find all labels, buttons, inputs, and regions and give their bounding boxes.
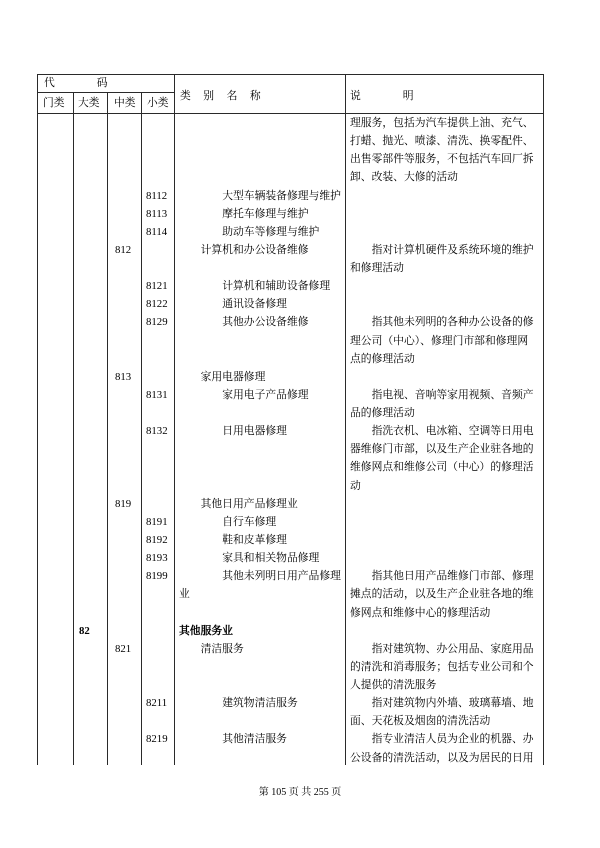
class-code: 8219 bbox=[146, 733, 168, 746]
description-cell bbox=[345, 513, 543, 531]
group-code-cell bbox=[107, 640, 141, 694]
group-code-cell bbox=[107, 223, 141, 241]
section-code-cell bbox=[37, 187, 73, 205]
category-name-cell bbox=[174, 241, 345, 277]
section-code-cell bbox=[37, 640, 73, 694]
group-code: 813 bbox=[115, 370, 132, 383]
description-line: 指电视、音响等家用视频、音频产 bbox=[371, 388, 534, 401]
group-code-cell bbox=[107, 422, 141, 495]
description-line: 理公司（中心）、修理门市部和修理网 bbox=[350, 334, 529, 347]
group-code: 821 bbox=[115, 642, 132, 655]
division-code-cell bbox=[73, 368, 107, 386]
class-code-cell bbox=[141, 549, 174, 567]
group-code-cell bbox=[107, 567, 141, 621]
group-code-cell bbox=[107, 187, 141, 205]
category-name-cell bbox=[174, 187, 345, 205]
group-column-header: 中类 bbox=[114, 97, 136, 109]
section-code-cell bbox=[37, 205, 73, 223]
class-code-cell bbox=[141, 313, 174, 367]
category-name-cell bbox=[174, 223, 345, 241]
table-row bbox=[37, 205, 543, 223]
section-code-cell bbox=[37, 223, 73, 241]
division-code-cell bbox=[73, 422, 107, 495]
section-code-cell bbox=[37, 567, 73, 621]
description-cell bbox=[345, 730, 543, 766]
division-code-cell bbox=[73, 114, 107, 187]
division-code: 82 bbox=[79, 624, 90, 637]
category-name: 家具和相关物品修理 bbox=[222, 552, 320, 565]
group-code-cell bbox=[107, 386, 141, 422]
description-line: 公设备的清洗活动，以及为居民的日用 bbox=[350, 751, 534, 764]
category-name-column-header: 类别名称 bbox=[180, 90, 274, 102]
division-code-cell bbox=[73, 386, 107, 422]
division-code-cell bbox=[73, 205, 107, 223]
table-row bbox=[37, 531, 543, 549]
code-group-header: 代码 bbox=[44, 77, 150, 89]
class-code-cell bbox=[141, 513, 174, 531]
description-cell bbox=[345, 114, 543, 187]
section-code-cell bbox=[37, 694, 73, 730]
category-name-cell bbox=[174, 295, 345, 313]
category-name: 其他办公设备维修 bbox=[222, 316, 309, 329]
section-code-cell bbox=[37, 495, 73, 513]
class-code: 8193 bbox=[146, 552, 168, 565]
group-code-cell bbox=[107, 313, 141, 367]
group-code: 812 bbox=[115, 243, 132, 256]
division-code-cell bbox=[73, 531, 107, 549]
table-row bbox=[37, 694, 543, 730]
table-row bbox=[37, 277, 543, 295]
group-code-cell bbox=[107, 241, 141, 277]
section-code-cell bbox=[37, 622, 73, 640]
description-column-header: 说明 bbox=[350, 90, 456, 102]
table-row-continued bbox=[37, 114, 543, 187]
group-code-cell bbox=[107, 295, 141, 313]
description-cell bbox=[345, 567, 543, 621]
class-code: 8121 bbox=[146, 280, 168, 293]
category-name: 通讯设备修理 bbox=[222, 298, 287, 311]
category-name-cell bbox=[174, 513, 345, 531]
description-line: 维修网点和维修公司（中心）的修理活 bbox=[350, 461, 534, 474]
section-code-cell bbox=[37, 295, 73, 313]
section-code-cell bbox=[37, 241, 73, 277]
table-body bbox=[37, 114, 543, 767]
division-code-cell bbox=[73, 495, 107, 513]
category-name-cell bbox=[174, 114, 345, 187]
category-name-cell bbox=[174, 567, 345, 621]
class-code: 8211 bbox=[146, 697, 168, 710]
section-code-cell bbox=[37, 422, 73, 495]
class-code-cell bbox=[141, 495, 174, 513]
class-code-cell bbox=[141, 205, 174, 223]
group-code-cell bbox=[107, 114, 141, 187]
page-number: 第 105 页 共 255 页 bbox=[258, 787, 342, 798]
category-name-cell bbox=[174, 531, 345, 549]
division-code-cell bbox=[73, 567, 107, 621]
category-name-cell bbox=[174, 368, 345, 386]
table-row bbox=[37, 422, 543, 495]
section-code-cell bbox=[37, 531, 73, 549]
description-cell bbox=[345, 368, 543, 386]
group-code-cell bbox=[107, 205, 141, 223]
category-name: 清洁服务 bbox=[200, 642, 244, 655]
class-column-header: 小类 bbox=[147, 97, 169, 109]
class-code-cell bbox=[141, 567, 174, 621]
division-column-header: 大类 bbox=[78, 97, 100, 109]
division-code-cell bbox=[73, 549, 107, 567]
description-cell bbox=[345, 694, 543, 730]
description-cell bbox=[345, 549, 543, 567]
category-name: 助动车等修理与维护 bbox=[222, 225, 320, 238]
group-code: 819 bbox=[115, 497, 132, 510]
category-name: 计算机和辅助设备修理 bbox=[222, 280, 331, 293]
description-cell bbox=[345, 640, 543, 694]
class-code-cell bbox=[141, 694, 174, 730]
description-cell bbox=[345, 531, 543, 549]
category-name: 其他未列明日用产品修理业 bbox=[179, 570, 341, 601]
table-row bbox=[37, 187, 543, 205]
description-line: 打蜡、抛光、喷漆、清洗、换零配件、 bbox=[350, 135, 534, 148]
group-code-cell bbox=[107, 277, 141, 295]
group-code-cell bbox=[107, 694, 141, 730]
description-cell bbox=[345, 223, 543, 241]
class-code-cell bbox=[141, 422, 174, 495]
description-line: 摊点的活动，以及生产企业驻各地的维 bbox=[350, 588, 534, 601]
description-line: 动 bbox=[350, 479, 361, 492]
class-code: 8129 bbox=[146, 316, 168, 329]
group-code-cell bbox=[107, 730, 141, 766]
description-cell bbox=[345, 277, 543, 295]
category-name: 鞋和皮革修理 bbox=[222, 534, 287, 546]
description-line: 理服务，包括为汽车提供上油、充气、 bbox=[350, 117, 534, 129]
description-cell bbox=[345, 187, 543, 205]
class-code: 8132 bbox=[146, 425, 168, 438]
class-code: 8199 bbox=[146, 570, 168, 583]
group-code-cell bbox=[107, 368, 141, 386]
group-code-cell bbox=[107, 622, 141, 640]
category-name-cell bbox=[174, 549, 345, 567]
category-name: 其他日用产品修理业 bbox=[200, 497, 298, 510]
section-code-cell bbox=[37, 114, 73, 187]
division-code-cell bbox=[73, 694, 107, 730]
table-right-border bbox=[543, 74, 544, 765]
code-header-divider bbox=[37, 92, 174, 93]
table-row bbox=[37, 368, 543, 386]
class-code: 8192 bbox=[146, 534, 168, 546]
description-line: 卸、改装、大修的活动 bbox=[350, 171, 458, 184]
class-code-cell bbox=[141, 277, 174, 295]
table-row bbox=[37, 730, 543, 766]
category-name: 其他服务业 bbox=[179, 624, 233, 637]
section-code-cell bbox=[37, 549, 73, 567]
section-code-cell bbox=[37, 277, 73, 295]
division-code-cell bbox=[73, 513, 107, 531]
division-code-cell bbox=[73, 730, 107, 766]
class-code-cell bbox=[141, 114, 174, 187]
group-code-cell bbox=[107, 513, 141, 531]
table-row bbox=[37, 513, 543, 531]
class-code-cell bbox=[141, 368, 174, 386]
description-line: 品的修理活动 bbox=[350, 407, 415, 420]
class-code-cell bbox=[141, 386, 174, 422]
table-row bbox=[37, 223, 543, 241]
section-code-cell bbox=[37, 730, 73, 766]
description-line: 的清洗和消毒服务；包括专业公司和个 bbox=[350, 660, 534, 673]
table-row bbox=[37, 549, 543, 567]
description-line: 指对计算机硬件及系统环境的维护 bbox=[371, 243, 534, 256]
description-line: 和修理活动 bbox=[350, 262, 404, 275]
category-name-cell bbox=[174, 277, 345, 295]
description-cell bbox=[345, 622, 543, 640]
class-code: 8122 bbox=[146, 298, 168, 311]
group-code-cell bbox=[107, 549, 141, 567]
table-row bbox=[37, 640, 543, 694]
division-code-cell bbox=[73, 277, 107, 295]
category-name: 日用电器修理 bbox=[222, 425, 287, 438]
division-code-cell bbox=[73, 313, 107, 367]
section-code-cell bbox=[37, 313, 73, 367]
division-code-cell bbox=[73, 241, 107, 277]
description-cell bbox=[345, 386, 543, 422]
division-code-cell bbox=[73, 295, 107, 313]
table-row bbox=[37, 386, 543, 422]
section-column-header: 门类 bbox=[43, 97, 65, 109]
section-code-cell bbox=[37, 386, 73, 422]
class-code-cell bbox=[141, 187, 174, 205]
class-code-cell bbox=[141, 295, 174, 313]
section-code-cell bbox=[37, 513, 73, 531]
class-code: 8112 bbox=[146, 189, 168, 202]
class-code-cell bbox=[141, 531, 174, 549]
description-line: 指专业清洁人员为企业的机器、办 bbox=[371, 733, 534, 746]
description-line: 指其他未列明的各种办公设备的修 bbox=[371, 316, 534, 329]
category-name-cell bbox=[174, 622, 345, 640]
description-cell bbox=[345, 241, 543, 277]
description-cell bbox=[345, 205, 543, 223]
description-cell bbox=[345, 422, 543, 495]
description-line: 指其他日用产品维修门市部、修理 bbox=[371, 570, 534, 583]
table-row bbox=[37, 567, 543, 621]
division-code-cell bbox=[73, 223, 107, 241]
description-line: 指洗衣机、电冰箱、空调等日用电 bbox=[371, 425, 534, 438]
class-code-cell bbox=[141, 640, 174, 694]
description-line: 面、天花板及烟囱的清洗活动 bbox=[350, 715, 491, 728]
class-code: 8113 bbox=[146, 207, 168, 220]
category-name: 建筑物清洁服务 bbox=[222, 697, 298, 710]
category-name: 自行车修理 bbox=[222, 515, 277, 528]
description-line: 人提供的清洗服务 bbox=[350, 679, 437, 692]
class-code-cell bbox=[141, 622, 174, 640]
category-name: 计算机和办公设备维修 bbox=[200, 243, 309, 256]
table-row bbox=[37, 295, 543, 313]
class-code: 8131 bbox=[146, 388, 168, 401]
division-code-cell bbox=[73, 187, 107, 205]
group-code-cell bbox=[107, 495, 141, 513]
description-line: 指对建筑物、办公用品、家庭用品 bbox=[371, 642, 534, 655]
division-code-cell bbox=[73, 640, 107, 694]
category-name: 家用电器修理 bbox=[200, 370, 266, 383]
category-name-cell bbox=[174, 386, 345, 422]
category-name-cell bbox=[174, 422, 345, 495]
class-code: 8114 bbox=[146, 225, 168, 238]
category-name-cell bbox=[174, 495, 345, 513]
category-name-cell bbox=[174, 694, 345, 730]
table-row bbox=[37, 495, 543, 513]
class-code: 8191 bbox=[146, 515, 168, 528]
category-name-cell bbox=[174, 730, 345, 766]
category-name: 其他清洁服务 bbox=[222, 733, 287, 746]
description-line: 指对建筑物内外墙、玻璃幕墙、地 bbox=[371, 697, 534, 710]
section-code-cell bbox=[37, 368, 73, 386]
category-name: 家用电子产品修理 bbox=[222, 388, 309, 401]
class-code-cell bbox=[141, 730, 174, 766]
description-cell bbox=[345, 313, 543, 367]
division-code-cell bbox=[73, 622, 107, 640]
category-name: 大型车辆装备修理与维护 bbox=[222, 189, 341, 202]
description-line: 器维修门市部，以及生产企业驻各地的 bbox=[350, 443, 534, 456]
category-name-cell bbox=[174, 313, 345, 367]
group-code-cell bbox=[107, 531, 141, 549]
class-code-cell bbox=[141, 241, 174, 277]
description-line: 修网点和维修中心的修理活动 bbox=[350, 606, 491, 619]
description-line: 出售零部件等服务，不包括汽车回厂拆 bbox=[350, 153, 534, 166]
description-cell bbox=[345, 495, 543, 513]
class-code-cell bbox=[141, 223, 174, 241]
table-row bbox=[37, 622, 543, 640]
description-line: 点的修理活动 bbox=[350, 352, 415, 365]
description-cell bbox=[345, 295, 543, 313]
table-row bbox=[37, 241, 543, 277]
table-row bbox=[37, 313, 543, 367]
category-name-cell bbox=[174, 640, 345, 694]
category-name-cell bbox=[174, 205, 345, 223]
category-name: 摩托车修理与维护 bbox=[222, 207, 309, 220]
